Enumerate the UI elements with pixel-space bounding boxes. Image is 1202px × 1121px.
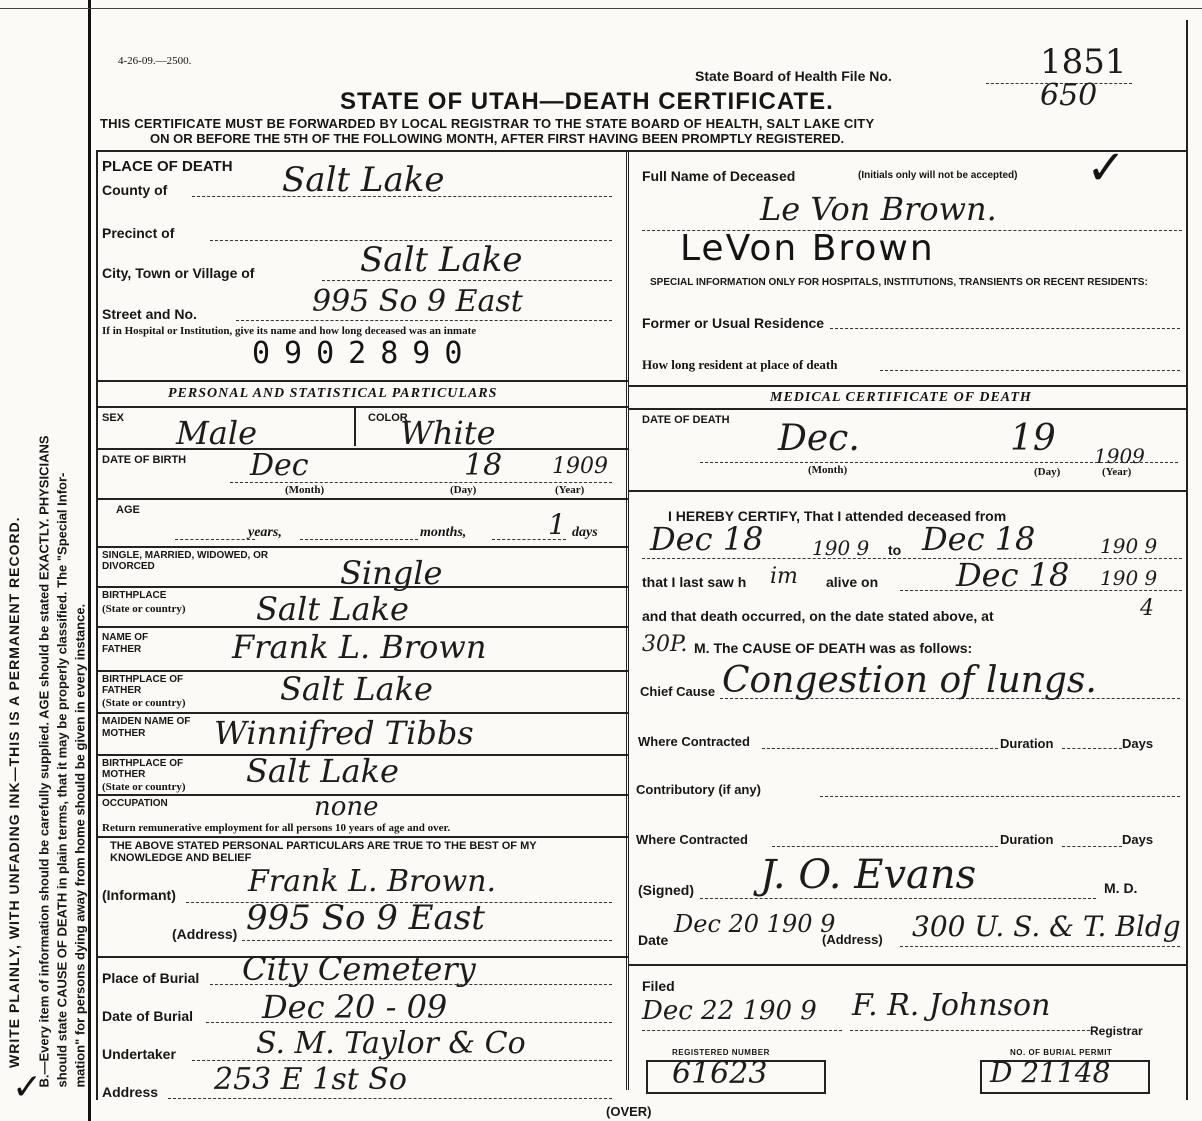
county-label: County of [102,182,168,198]
occupation-value: none [314,792,379,822]
bp-father-value: Salt Lake [280,670,433,708]
informant-address-label: (Address) [172,926,238,942]
signed-label: (Signed) [638,882,694,898]
center-divider [626,150,629,1090]
age-years-label: years, [248,525,282,540]
instruction-line-1: THIS CERTIFICATE MUST BE FORWARDED BY LOCAL REGISTRAR TO THE STATE BOARD OF HEALTH, SALT LAKE CITY [100,116,875,131]
right-border [1186,20,1188,1100]
occupation-note: Return remunerative employment for all persons 10 years of age and over. [102,822,451,834]
name-label: Full Name of Deceased [642,168,796,184]
file-number-2: 650 [1040,78,1098,113]
death-occurred-label: and that death occurred, on the date stated above, at [642,608,994,624]
signed-date-value: Dec 20 190 9 [674,910,836,938]
death-hour: 4 [1140,596,1154,621]
city-label: City, Town or Village of [102,265,255,281]
death-month-label: (Month) [808,464,848,476]
registrar-signature: F. R. Johnson [852,988,1051,1023]
chief-cause-value: Congestion of lungs. [722,660,1097,701]
marital-label: SINGLE, MARRIED, WIDOWED, OR DIVORCED [102,550,269,572]
alive-date: Dec 18 [956,556,1070,594]
death-year-label: (Year) [1102,466,1132,478]
sex-label: SEX [102,412,125,424]
to-label: to [888,542,902,558]
contributory-label: Contributory (if any) [636,782,761,797]
color-value: White [400,414,496,452]
personal-heading: PERSONAL AND STATISTICAL PARTICULARS [168,386,498,401]
file-label: State Board of Health File No. [695,68,892,84]
birthplace-label: BIRTHPLACE [102,590,167,601]
side-note-col1: B.—Every item of information should be carefully supplied. AGE should be stated EXACTLY. PHYSICIANS [36,435,52,1088]
death-day-label: (Day) [1034,466,1061,478]
physician-signature: J. O. Evans [760,852,977,898]
registrar-label: Registrar [1090,1024,1143,1038]
reg-number-label: REGISTERED NUMBER [672,1048,770,1057]
bp-father-state: (State or country) [102,697,186,709]
dob-year-label: (Year) [555,484,585,496]
side-note-col0: WRITE PLAINLY, WITH UNFADING INK—THIS IS A PERMANENT RECORD. [6,516,22,1068]
bp-mother-value: Salt Lake [246,752,399,790]
age-days-label: days [572,525,598,540]
last-saw-pronoun: im [770,564,798,589]
county-value: Salt Lake [282,160,445,200]
death-day: 19 [1010,418,1056,459]
informant-value: Frank L. Brown. [248,864,497,899]
chief-cause-label: Chief Cause [640,684,716,699]
filed-label: Filed [642,978,675,994]
place-heading: PLACE OF DEATH [102,158,233,175]
signed-date-label: Date [638,932,669,948]
informant-label: (Informant) [102,887,176,903]
burial-date-label: Date of Burial [102,1008,194,1024]
city-value: Salt Lake [360,240,523,280]
top-border [0,8,1202,9]
mother-value: Winnifred Tibbs [214,714,474,752]
bp-father-label: BIRTHPLACE OF FATHER [102,674,184,696]
certificate-title: STATE OF UTAH—DEATH CERTIFICATE. [340,88,834,115]
permit-label: NO. OF BURIAL PERMIT [1010,1048,1113,1057]
dob-day-label: (Day) [450,484,477,496]
alive-on-label: alive on [826,574,879,590]
street-label: Street and No. [102,306,197,322]
last-saw-label: that I last saw h [642,574,747,590]
age-months-label: months, [420,525,467,540]
informant-address-value: 995 So 9 East [246,898,485,938]
former-residence-label: Former or Usual Residence [642,315,825,331]
reg-number-value: 61623 [672,1056,768,1091]
duration-label-2: Duration [1000,832,1054,847]
medical-heading: MEDICAL CERTIFICATE OF DEATH [770,390,1032,405]
death-year: 1909 [1094,444,1145,468]
certify-line: I HEREBY CERTIFY, That I attended deceased from [668,508,1007,524]
physician-address-label: (Address) [822,932,883,947]
duration-label-1: Duration [1000,736,1054,751]
age-label: AGE [116,504,140,516]
over-note: (OVER) [606,1104,652,1119]
undertaker-value: S. M. Taylor & Co [256,1026,526,1061]
instruction-line-2: ON OR BEFORE THE 5TH OF THE FOLLOWING MONTH, AFTER FIRST HAVING BEEN PROMPTLY REGISTERED. [150,131,845,146]
death-month: Dec. [778,418,860,459]
undertaker-address-value: 253 E 1st So [214,1062,407,1097]
birthplace-value: Salt Lake [256,590,409,628]
sex-value: Male [176,414,258,452]
check-mark-icon: ✓ [12,1066,43,1107]
name-value-1: Le Von Brown. [760,190,997,228]
burial-place-value: City Cemetery [242,950,476,988]
left-border [88,0,91,1121]
dob-month-label: (Month) [285,484,325,496]
color-label: COLOR [368,412,408,424]
undertaker-address-label: Address [102,1084,159,1100]
physician-address-value: 300 U. S. & T. Bldg [912,910,1181,943]
days-label-1: Days [1122,736,1154,751]
burial-place-label: Place of Burial [102,970,200,986]
burial-date-value: Dec 20 - 09 [262,988,448,1026]
stamp-number: 0902890 [252,336,477,371]
md-label: M. D. [1104,880,1138,896]
attended-from-year: 190 9 [812,536,870,560]
side-note-col3: mation" for persons dying away from home should be given in every instance. [72,603,88,1088]
file-number: 1851 [1040,42,1127,82]
attended-from: Dec 18 [650,520,764,558]
where-contracted-label-2: Where Contracted [636,832,748,847]
where-contracted-label-1: Where Contracted [638,734,750,749]
name-note: (Initials only will not be accepted) [858,170,1018,181]
undertaker-label: Undertaker [102,1046,176,1062]
mother-label: MAIDEN NAME OF MOTHER [102,716,191,739]
attended-to-year: 190 9 [1100,534,1158,558]
occupation-label: OCCUPATION [102,798,168,809]
father-label: NAME OF FATHER [102,632,149,655]
side-note-col2: should state CAUSE OF DEATH in plain terms, that it may be properly classified. The "Special Infor- [54,472,70,1088]
death-date-label: DATE OF DEATH [642,414,730,426]
dob-year: 1909 [552,454,608,479]
hospital-note: If in Hospital or Institution, give its name and how long deceased was an inmate [102,325,477,337]
frame-top [96,150,1186,152]
attended-to: Dec 18 [922,520,1036,558]
dob-day: 18 [464,448,503,483]
special-info: SPECIAL INFORMATION ONLY FOR HOSPITALS, INSTITUTIONS, TRANSIENTS OR RECENT RESIDENTS: [650,277,1148,288]
alive-year: 190 9 [1100,566,1158,590]
days-label-2: Days [1122,832,1154,847]
true-statement: THE ABOVE STATED PERSONAL PARTICULARS ARE TRUE TO THE BEST OF MY KNOWLEDGE AND BELIEF [110,840,537,864]
birthplace-state: (State or country) [102,603,186,615]
filed-value: Dec 22 190 9 [642,996,817,1026]
precinct-label: Precinct of [102,225,175,241]
dob-label: DATE OF BIRTH [102,454,187,466]
bp-mother-label: BIRTHPLACE OF MOTHER [102,758,184,780]
death-minute: 30P. [642,632,688,657]
father-value: Frank L. Brown [232,628,487,666]
bp-mother-state: (State or country) [102,781,186,793]
resident-label: How long resident at place of death [642,357,838,372]
permit-value: D 21148 [990,1056,1111,1089]
form-code: 4-26-09.—2500. [118,55,192,67]
dob-month: Dec [250,448,309,483]
name-value-2: LeVon Brown [680,228,935,269]
cause-line: M. The CAUSE OF DEATH was as follows: [694,640,973,656]
age-days-value: 1 [548,508,566,541]
marital-value: Single [340,554,443,592]
street-value: 995 So 9 East [312,284,523,319]
check-mark-icon: ✓ [1086,142,1127,195]
